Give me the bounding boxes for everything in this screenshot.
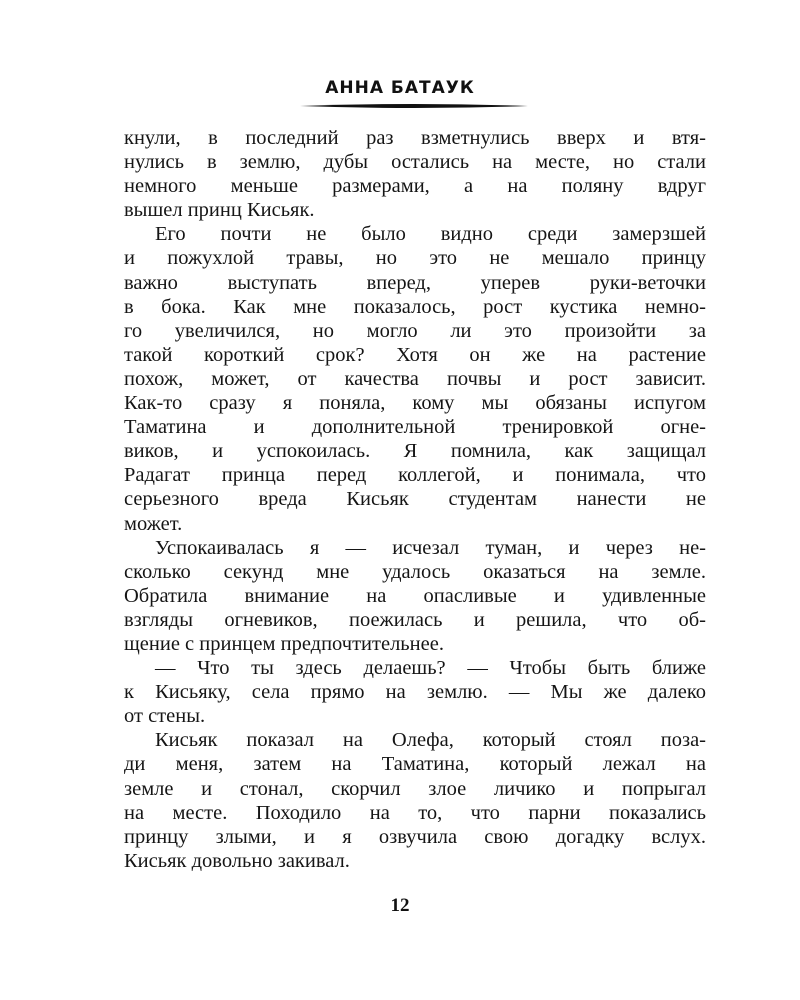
text-line: ди меня, затем на Таматина, который лежал на [124, 753, 706, 776]
text-line: Радагат принца перед коллегой, и понимала, что [124, 464, 706, 487]
text-line: Его почти не было видно среди замерзшей [155, 223, 706, 246]
text-line: нулись в землю, дубы остались на месте, но стали [124, 151, 706, 174]
text-line: и пожухлой травы, но это не мешало принцу [124, 247, 706, 270]
text-line: Таматина и дополнительной тренировкой огне- [124, 416, 706, 439]
text-line: — Что ты здесь делаешь? — Чтобы быть ближе [155, 657, 706, 680]
text-line: немного меньше размерами, а на поляну вдруг [124, 175, 706, 198]
text-line: Кисьяк показал на Олефа, который стоял поза- [155, 729, 706, 752]
header-ornament-rule [300, 103, 528, 109]
text-line: Успокаивалась я — исчезал туман, и через не- [155, 536, 706, 559]
text-line: принцу злыми, и я озвучила свою догадку вслух. [124, 825, 706, 848]
text-line: го увеличился, но могло ли это произойти за [124, 319, 706, 342]
text-line: к Кисьяку, села прямо на землю. — Мы же далеко [124, 681, 706, 704]
text-line: важно выступать вперед, уперев руки-веточки [124, 271, 706, 294]
text-line: сколько секунд мне удалось оказаться на земле. [124, 560, 706, 583]
text-line: щение с принцем предпочтительнее. [124, 632, 444, 655]
text-line: может. [124, 512, 183, 535]
text-line: кнули, в последний раз взметнулись вверх и втя- [124, 127, 706, 149]
text-line: вышел принц Кисьяк. [124, 199, 315, 222]
text-line: Как-то сразу я поняла, кому мы обязаны испугом [124, 392, 706, 415]
text-line: от стены. [124, 705, 206, 728]
body-text [124, 126, 706, 873]
text-line: на месте. Походило на то, что парни показались [124, 801, 706, 824]
text-line: такой короткий срок? Хотя он же на растение [124, 343, 706, 366]
text-line: похож, может, от качества почвы и рост зависит. [124, 367, 706, 390]
text-line: Кисьяк довольно закивал. [124, 849, 350, 872]
text-line: взгляды огневиков, поежилась и решила, что об- [124, 608, 706, 631]
running-header-author: АННА БАТАУК [325, 78, 475, 98]
text-line: земле и стонал, скорчил злое личико и попрыгал [124, 777, 706, 800]
text-line: Обратила внимание на опасливые и удивленные [124, 584, 706, 607]
text-line: в бока. Как мне показалось, рост кустика немно- [124, 295, 706, 318]
page-number: 12 [390, 895, 410, 916]
text-line: серьезного вреда Кисьяк студентам нанести не [124, 488, 706, 511]
text-line: виков, и успокоилась. Я помнила, как защищал [124, 440, 706, 463]
